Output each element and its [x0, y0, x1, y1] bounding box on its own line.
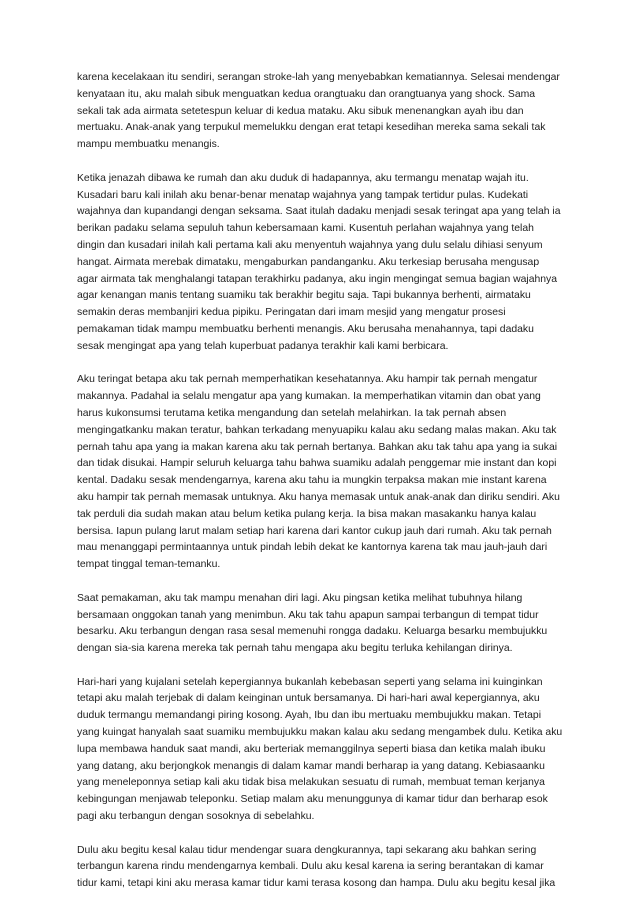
text-line: bersisa. Iapun pulang larut malam setiap hari karena dari kantor cukup jauh dari rumah. Aku tak pernah — [77, 525, 552, 537]
text-line: pagi aku terbangun dengan sosoknya di sebelahku. — [77, 811, 315, 823]
text-line: tetapi aku malah terjebak di dalam keinginan untuk bersamanya. Di hari-hari awal kepergiannya, aku — [77, 693, 540, 705]
text-line: agar kenangan manis tentang suamiku tak berakhir begitu saja. Tapi bukannya berhenti, airmataku — [77, 290, 531, 302]
text-line: agar airmata tak menghalangi tatapan terakhirku padanya, aku ingin mengingat semua bagian wajahnya — [77, 273, 558, 285]
text-line: kebingungan menjawab teleponku. Setiap malam aku menunggunya di kamar tidur dan berharap esok — [77, 794, 548, 806]
text-line: sekali tak ada airmata setetespun keluar di kedua mataku. Aku sibuk menenangkan ayah ibu dan — [77, 105, 524, 117]
text-line: besarku. Aku terbangun dengan rasa sesal memenuhi rongga dadaku. Keluarga besarku membujukku — [77, 626, 548, 638]
text-line: pernah tahu apa yang ia makan karena aku tak pernah bertanya. Bahkan aku tak tahu apa yang ia sukai — [77, 441, 558, 453]
text-line: mau menanggapi permintaannya untuk pindah lebih dekat ke kantornya karena tak mau jauh-jauh dari — [77, 542, 548, 554]
text-line: dingin dan kusadari inilah kali pertama kali aku menyentuh wajahnya yang dulu selalu dihiasi senyum — [77, 239, 543, 251]
paragraph — [77, 675, 562, 826]
text-line: berikan padaku selama sepuluh tahun kebersamaan kami. Kusentuh perlahan wajahnya yang telah — [77, 223, 534, 235]
text-line: yang meneleponnya setiap kali aku tidak bisa melakukan sesuatu di rumah, membuat teman kerjanya — [77, 777, 545, 789]
text-line: terbangun karena rindu mendengarnya kembali. Dulu aku kesal karena ia sering berantakan di kamar — [77, 861, 544, 873]
paragraph — [77, 70, 562, 154]
text-line: mengingatkanku makan teratur, bahkan terkadang menyuapiku kalau aku sedang malas makan. Aku tak — [77, 424, 557, 436]
text-line: aku hampir tak pernah memasak untuknya. Aku hanya memasak untuk anak-anak dan diriku sendiri. Aku — [77, 491, 560, 503]
text-line: dan tidak disukai. Hampir seluruh keluarga tahu bahwa suamiku adalah penggemar mie instant dan kopi — [77, 458, 557, 470]
text-line: wajahnya dan kupandangi dengan seksama. Saat itulah dadaku menjadi sesak teringat apa yang telah ia — [77, 206, 561, 218]
text-line: mampu membuatku menangis. — [77, 139, 220, 151]
text-line: Hari-hari yang kujalani setelah kepergiannya bukanlah kebebasan seperti yang selama ini kuinginkan — [77, 676, 543, 688]
paragraph — [77, 372, 562, 574]
text-line: hangat. Airmata merebak dimataku, mengaburkan pandanganku. Aku terkesiap berusaha mengusap — [77, 256, 540, 268]
text-line: Saat pemakaman, aku tak mampu menahan diri lagi. Aku pingsan ketika melihat tubuhnya hilang — [77, 592, 523, 604]
text-line: tempat tinggal teman-temanku. — [77, 559, 221, 571]
text-line: tidur kami, tetapi kini aku merasa kamar tidur kami terasa kosong dan hampa. Dulu aku begitu kesal jika — [77, 878, 556, 890]
paragraph — [77, 591, 562, 658]
text-line: makannya. Padahal ia selalu mengatur apa yang kumakan. Ia memperhatikan vitamin dan obat yang — [77, 391, 541, 403]
text-line: Dulu aku begitu kesal kalau tidur mendengar suara dengkurannya, tapi sekarang aku bahkan sering — [77, 844, 537, 856]
text-line: kenyataan itu, aku malah sibuk menguatkan kedua orangtuaku dan orangtuanya yang shock. Sama — [77, 88, 536, 100]
text-line: Aku teringat betapa aku tak pernah memperhatikan kesehatannya. Aku hampir tak pernah mengatur — [77, 374, 538, 386]
text-line: dengan sia-sia karena mereka tak pernah tahu mengapa aku begitu terluka kehilangan dirinya. — [77, 643, 513, 655]
document-body — [77, 70, 562, 910]
text-line: semakin deras membanjiri kedua pipiku. Peringatan dari imam mesjid yang mengatur prosesi — [77, 307, 506, 319]
text-line: duduk termangu memandangi piring kosong. Ayah, Ibu dan ibu mertuaku membujukku makan. Tetapi — [77, 710, 542, 722]
text-line: Ketika jenazah dibawa ke rumah dan aku duduk di hadapannya, aku termangu menatap wajah itu. — [77, 172, 529, 184]
paragraph — [77, 843, 562, 893]
text-line: sesak mengingat apa yang telah kuperbuat padanya terakhir kali kami berbicara. — [77, 340, 449, 352]
paragraph — [77, 171, 562, 356]
text-line: tak perduli dia sudah makan atau belum ketika pulang kerja. Ia bisa makan masakanku hanya kalau — [77, 508, 537, 520]
text-line: Kusadari baru kali inilah aku benar-benar menatap wajahnya yang tampak tertidur pulas. Kudekati — [77, 189, 529, 201]
text-line: karena kecelakaan itu sendiri, serangan stroke-lah yang menyebabkan kematiannya. Selesai mendengar — [77, 72, 560, 83]
text-line: yang datang, aku berjongkok menangis di dalam kamar mandi berharap ia yang datang. Kebiasaanku — [77, 760, 545, 772]
text-line: kental. Dadaku sesak mendengarnya, karena aku tahu ia mungkin terpaksa makan mie instant karena — [77, 475, 547, 487]
text-line: bersamaan onggokan tanah yang menimbun. Aku tak tahu apapun sampai terbangun di tempat tidur — [77, 609, 539, 621]
text-line: harus kukonsumsi terutama ketika mengandung dan setelah melahirkan. Ia tak pernah absen — [77, 407, 507, 419]
text-line: mertuaku. Anak-anak yang terpukul memelukku dengan erat tetapi kesedihan mereka sama sekali tak — [77, 122, 546, 134]
text-line: yang kuingat hanyalah saat suamiku membujukku makan kalau aku sedang mengambek dulu. Ketika aku — [77, 727, 563, 739]
text-line: lupa membawa handuk saat mandi, aku berteriak memanggilnya seperti biasa dan ketika malah ibuku — [77, 743, 546, 755]
text-line: pemakaman tidak mampu membuatku berhenti menangis. Aku berusaha menahannya, tapi dadaku — [77, 323, 534, 335]
